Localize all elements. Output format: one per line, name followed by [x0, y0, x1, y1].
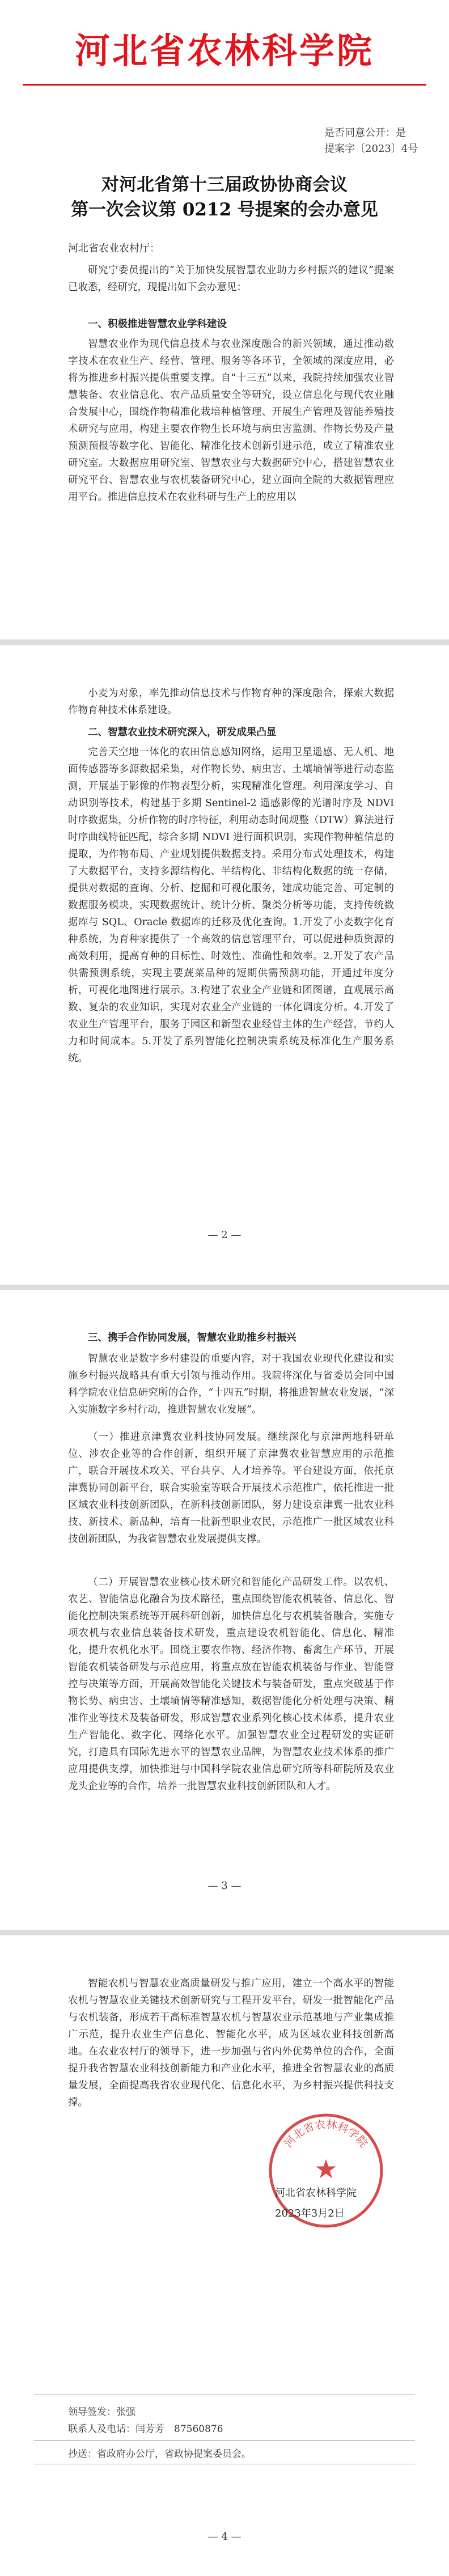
- paragraph: 智能农机与智慧农业高质量研发与推广应用，建立一个高水平的智能农机与智慧农业关键技术创新研究与工程开发平台，研发一批智能化产品与农机装备，形成若干高标准智慧农机与智慧农业示范基地与产业集成推广示范，提升农业生产信息化、智能化水平，成为区域农业科技创新高地。在农业农村厅的领导下，进一步加强与省内外优势单位的合作，全面提升我省智慧农业科技创新能力和产业化水平，推进全省智慧农业的高质量发展，全面提高我省农业现代化、信息化水平，为乡村振兴提供科技支撑。: [68, 1978, 394, 2108]
- paragraph: 智慧农业作为现代信息技术与农业深度融合的新兴领域，通过推动数字技术在农业生产、经营、管理、服务等各环节，全领域的深度应用，必将为推进乡村振兴提供重要支撑。自“十三五”以来，我院持续加强农业智慧装备、农业信息化、农产品质量安全等研究，设立信息化与现代农业融合发展中心，围绕作物精准化栽培种植管理、开展生产管理及智能养殖技术研究与应用，构建主要农作物生长环境与病虫害监测、作物长势及产量预测预报等数字化、智能化、精准化技术创新引进示范，成立了精准农业研究室。大数据应用研究室、智慧农业与大数据研究中心，搭建智慧农业研究平台、智慧农业与农机装备研究中心，建立面向全院的大数据管理应用平台。推进信息技术在农业科研与生产上的应用以: [68, 338, 394, 503]
- paragraph: 智慧农业是数字乡村建设的重要内容，对于我国农业现代化建设和实施乡村振兴战略具有重大引领与推动作用。我院将深化与省委员会同中国科学院农业信息研究所的合作，“十四五”时期，将推进智慧农业发展，“深入实施数字乡村行动，推进智慧农业发展”。: [68, 1353, 394, 1416]
- public-status: 是否同意公开：是: [324, 127, 406, 139]
- salutation: 河北省农业农村厅：: [68, 243, 160, 255]
- paragraph: 完善天空地一体化的农田信息感知网络，运用卫星遥感、无人机、地面传感器等多源数据采集，对作物长势、病虫害、土壤墒情等进行动态监测，开展基于影像的作物表型分析，实现精准化管理。利用深度学习、自动识别等技术，构建基于多期 Sentinel-2 遥感影像的光谱时序及 NDVI 时序数据集，分析作物的时序特征，利用动态时间规整（DTW）算法进行时序曲线特征匹配，综合多期 NDVI 进行面积识别，实现作物种植信息的提取，为作物布局、产业规划提供数据支持。采用分布式处理技术，构建了大数据平台，支持多源结构化、半结构化、非结构化数据的统一存储，提供对数据的查询、分析、挖掘和可视化服务，建成功能完善、可定制的数据服务模块，实现数据统计、统计分析、聚类分析等功能，支持传统数据库与 SQL、Oracle 数据库的迁移及优化查询。1.开发了小麦数字化育种系统，为育种家提供了一个高效的信息管理平台，可以促进种质资源的高效利用，提高育种的目标性、时效性、准确性和效率。2.开发了农产品供需预测系统，实现主要蔬菜品种的短期供需预测功能，开通过年度分析，可视化地图进行展示。3.构建了农业全产业链和团图谱，直观展示高数、复杂的农业知识，实现对农业全产业链的一体化调度分析。4.开发了农业生产管理平台，服务于园区和新型农业经营主体的生产经营，节约人力和时间成本。5.开发了系列智能化控制决策系统及标准化生产服务系统。: [68, 747, 394, 1064]
- proposal-number: 提案字〔2023〕4号: [324, 143, 418, 155]
- section-heading: 三、携手合作协同发展，智慧农业助推乡村振兴: [88, 1332, 296, 1344]
- page-2: [0, 645, 449, 1285]
- page-number: — 4 —: [207, 2531, 242, 2543]
- page-3: [0, 1290, 449, 1930]
- section-heading: 一、积极推进智慧农业学科建设: [88, 319, 227, 330]
- page-number: — 3 —: [207, 1880, 242, 1892]
- signature-org: 河北省农林科学院: [275, 2187, 357, 2199]
- title-line-2: 第一次会议第 0212 号提案的会办意见: [71, 200, 378, 220]
- cc-list: 抄送：省政府办公厅，省政协提案委员会。: [68, 2448, 251, 2460]
- page-number: — 2 —: [207, 1229, 242, 1241]
- paragraph: 小麦为对象，率先推动信息技术与作物育种的深度融合，探索大数据作物育种技术体系建设。: [68, 688, 394, 716]
- page-1: [0, 0, 449, 639]
- svg-text:★: ★: [314, 2154, 338, 2184]
- page-4: [0, 1935, 449, 2576]
- letterhead: 河北省农林科学院: [74, 30, 374, 71]
- letterhead-rule: [23, 84, 426, 86]
- paragraph: （二）开展智慧农业核心技术研究和智能化产品研发工作。以农机、农艺、智能信息化融合为技术路径，重点围绕智能农机装备、信息化、智能化控制决策系统等开展科研创新，加快信息化与农机装备融合，实施专项农机与农业信息装备技术研发，重点建设农机智能化、信息化、精准化，提升农机化水平。围绕主要农作物、经济作物、畜禽生产环节，开展智能农机装备研发与示范应用，将重点放在智能农机装备与作业、智能管控与决策等方面，开展高效智能化关键技术与装备研发，重点突破基于作物长势、病虫害、土壤墒情等精准感知，数据智能化分析处理与决策、精准作业等技术及装备研发，形成智慧农业系列化核心技术体系，提升农业生产智能化、数字化、网络化水平。加强智慧农业全过程研发的实证研究，打造具有国际先进水平的智慧农业品牌，为智慧农业技术体系的推广应用提供支撑，加快推进与中国科学院农业信息研究所等科研院所及农业龙头企业等的合作，培养一批智慧农业科技创新团队和人才。: [68, 1577, 394, 1792]
- leader-signoff: 领导签发：张强: [68, 2406, 135, 2418]
- seal-text: 河北省农林科学院: [282, 2118, 370, 2150]
- footer-rule-mid: [34, 2440, 415, 2441]
- issue-date: 2023年3月2日: [275, 2208, 345, 2219]
- paragraph: （一）推进京津冀农业科技协同发展。继续深化与京津两地科研单位、涉农企业等的合作创新，组织开展了京津冀农业智慧应用的示范推广，联合开展技术攻关、平台共享、人才培养等。平台建设方面，依托京津冀协同创新平台，联合实验室等联合开展技术示范推广，依托推进一批区域农业科技创新团队，在新科技创新团队，努力建设京津冀一批农业科技、新技术、新品种，培育一批新型职业农民，示范推广一批区域农业科技创新团队，为我省智慧农业发展提供支撑。: [68, 1431, 394, 1545]
- title-line-1: 对河北省第十三届政协协商会议: [101, 175, 348, 195]
- contact: 联系人及电话：闫芳芳 87560876: [68, 2424, 223, 2435]
- paragraph: 研究宁委员提出的“关于加快发展智慧农业助力乡村振兴的建议”提案已收悉，经研究，现提出如下会办意见：: [68, 265, 394, 293]
- section-heading: 二、智慧农业技术研究深入，研发成果凸显: [88, 727, 277, 738]
